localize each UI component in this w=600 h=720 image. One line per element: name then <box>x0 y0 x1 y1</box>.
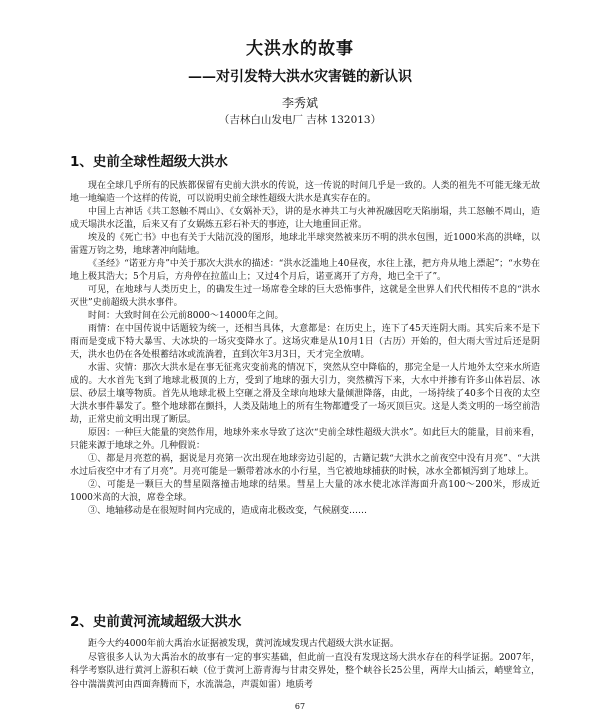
author-affiliation: （吉林白山发电厂 吉林 132013） <box>218 114 382 126</box>
section-2-heading: 2、史前黄河流域超级大洪水 <box>70 614 242 630</box>
paragraph: ①、都是月亮惹的祸，据说是月亮第一次出现在地球旁边引起的，古籍记载“大洪水之前夜空中没有月亮”、“大洪水过后夜空中才有了月亮”。月亮可能是一颗带着冰水的小行星，当它被地球捕获的时候，冰水全都倾泻到了地球上。 <box>70 454 540 477</box>
article-title: 大洪水的故事 <box>246 39 354 59</box>
paragraph: ③、地轴移动是在很短时间内完成的，造成南北极改变，气候剧变…… <box>88 506 368 516</box>
paragraph: 尽管很多人认为大禹治水的故事有一定的事实基础，但此前一直没有发现这场大洪水存在的科学证据。2007年，科学考察队进行黄河上游积石峡（位于黄河上游青海与甘肃交界处，整个峡谷长25公里，两岸大山插云，峭壁耸立，谷中湍湍黄河由西面奔腾而下，水流湍急，声震如雷）地质考 <box>70 652 540 690</box>
paragraph: 时间：大致时间在公元前8000～14000年之间。 <box>88 311 284 321</box>
section-1-heading: 1、史前全球性超级大洪水 <box>70 154 228 170</box>
paragraph: 原因：一种巨大能量的突然作用，地球外来水导致了这次“史前全球性超级大洪水”。如此巨大的能量，目前来看，只能来源于地球之外。几种假说： <box>70 428 540 451</box>
paragraph: 水雷、灾情：那次大洪水是在事无征兆灾变前兆的情况下，突然从空中降临的，那完全是一人片地外太空来水所造成的。大水首先飞到了地球北极顶的上方，受到了地球的强大引力，突然横泻下来，大水中并掺有许多山体岩层、冰层、砂层土壤等物质。首先从地球北极上空砸之滑及全球向地球大量倾泄降落，由此，一场持续了40多个日夜的太空大洪水事件暴发了。整个地球都在颤抖，人类及陆地上的所有生物都遭受了一场灭顶巨灾。这是人类文明的一场空前浩劫，正常史前文明出现了断层。 <box>70 363 540 425</box>
paragraph: 可见，在地球与人类历史上，的确发生过一场席卷全球的巨大恐怖事件，这就是全世界人们代代相传不息的“洪水灭世”史前超级大洪水事件。 <box>70 285 540 308</box>
paragraph: ②、可能是一颗巨大的彗星陨落撞击地球的结果。彗星上大量的冰水使北冰洋海面升高100～200米，形成近1000米高的大浪，席卷全球。 <box>70 480 540 503</box>
section-2 <box>70 610 540 692</box>
paragraph: 埃及的《死亡书》中也有关于大陆沉没的图形，地球北半球突然被来历不明的洪水包围，近1000米高的洪峰，以雷霆万钧之势，地球著冲向陆地。 <box>70 233 540 256</box>
paragraph: 中国上古神话《共工怒触不周山》、《女娲补天》，讲的是水神共工与火神祝融因吃天陷崩塌，共工怒触不周山，造成天塌洪水泛滥，后来又有了女娲炼五彩石补天的事迹，让大地重回正常。 <box>70 207 540 230</box>
section-1 <box>70 150 540 518</box>
paragraph: 《圣经》“诺亚方舟”中关于那次大洪水的描述：“洪水泛滥地上40昼夜，水往上涨，把方舟从地上漂起”；“水势在地上极其浩大；5个月后，方舟停在拉蓝山上；又过4个月后，诺亚离开了方舟，地已全干了”。 <box>70 259 540 282</box>
paragraph: 现在全球几乎所有的民族都保留有史前大洪水的传说，这一传说的时间几乎是一致的。人类的祖先不可能无缘无故地一地编造一个这样的传说，可以说明史前全球性超级大洪水是真实存在的。 <box>70 181 540 204</box>
paragraph: 距今大约4000年前大禹治水证据被发现，黄河流域发现古代超级大洪水证据。 <box>88 639 399 649</box>
article-subtitle: ——对引发特大洪水灾害链的新认识 <box>188 69 412 85</box>
paragraph: 雨情：在中国传说中话题较为统一，还相当具体，大意都是：在历史上，连下了45天连阴大雨。其实后来不是下雨而是变成下特大暴雪、大冰块的一场灾变降水了。这场灾难是从10月1日（古历）开始的，但大雨大雪过后还是阴天，洪水也仍在各处根蓄结冰或流淌着，直到次年3月3日，天才完全放晴。 <box>70 324 540 360</box>
article-author: 李秀斌 <box>281 96 318 110</box>
page-number: 67 <box>294 702 306 711</box>
